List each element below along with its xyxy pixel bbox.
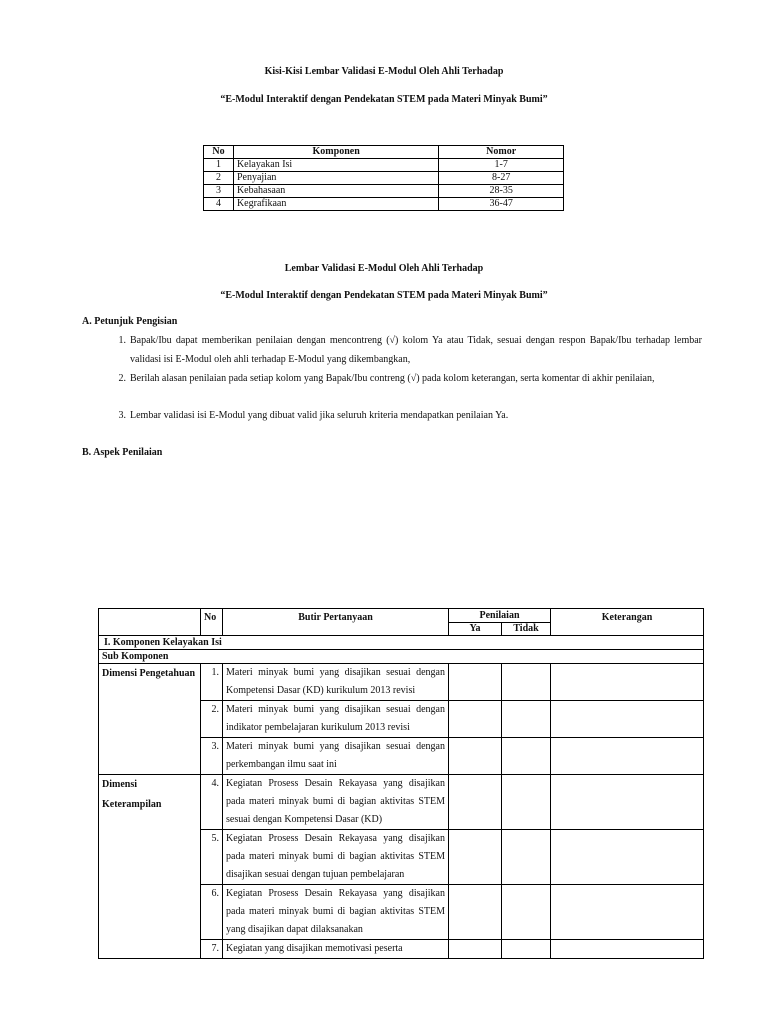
row-nomor: 8-27 bbox=[439, 172, 564, 185]
item-number: 1. bbox=[201, 664, 223, 701]
col-butir-header: Butir Pertanyaan bbox=[223, 609, 449, 636]
list-item bbox=[114, 406, 702, 425]
row-komponen: Kebahasaan bbox=[233, 185, 438, 198]
section-a-heading: A. Petunjuk Pengisian bbox=[82, 316, 178, 327]
keterangan-cell[interactable] bbox=[551, 738, 704, 775]
col-no-header: No bbox=[201, 609, 223, 636]
col-tidak-header: Tidak bbox=[502, 623, 551, 636]
col-nomor-header: Nomor bbox=[439, 146, 564, 159]
row-komponen: Penyajian bbox=[233, 172, 438, 185]
item-text: Materi minyak bumi yang disajikan sesuai dengan perkembangan ilmu saat ini bbox=[223, 738, 449, 775]
row-no: 4 bbox=[204, 198, 234, 211]
col-no-header: No bbox=[204, 146, 234, 159]
list-item-number: 2. bbox=[118, 373, 126, 384]
item-text: Kegiatan Prosess Desain Rekayasa yang disajikan pada materi minyak bumi di bagian aktivitas STEM disajikan sesuai dengan tujuan pembelajaran bbox=[223, 830, 449, 885]
ya-cell[interactable] bbox=[449, 885, 502, 940]
ya-cell[interactable] bbox=[449, 940, 502, 959]
col-penilaian-header: Penilaian bbox=[449, 609, 551, 623]
row-komponen: Kegrafikaan bbox=[233, 198, 438, 211]
item-text: Kegiatan Prosess Desain Rekayasa yang disajikan pada materi minyak bumi di bagian aktivitas STEM sesuai dengan Kompetensi Dasar (KD) bbox=[223, 775, 449, 830]
table-row bbox=[99, 664, 704, 701]
ya-cell[interactable] bbox=[449, 775, 502, 830]
kisi-header-row bbox=[204, 146, 564, 159]
lembar-title: Lembar Validasi E-Modul Oleh Ahli Terhadap bbox=[284, 263, 484, 274]
list-item bbox=[114, 369, 702, 388]
ya-cell[interactable] bbox=[449, 701, 502, 738]
item-number: 5. bbox=[201, 830, 223, 885]
row-komponen: Kelayakan Isi bbox=[233, 159, 438, 172]
col-komponen-header: Komponen bbox=[233, 146, 438, 159]
row-no: 3 bbox=[204, 185, 234, 198]
item-number: 7. bbox=[201, 940, 223, 959]
tidak-cell[interactable] bbox=[502, 885, 551, 940]
component-title: I. Komponen Kelayakan Isi bbox=[99, 636, 704, 650]
tidak-cell[interactable] bbox=[502, 775, 551, 830]
dimension-label: Dimensi Keterampilan bbox=[99, 775, 201, 959]
table-row bbox=[204, 198, 564, 211]
ya-cell[interactable] bbox=[449, 738, 502, 775]
list-item-text: Bapak/Ibu dapat memberikan penilaian dengan mencontreng (√) kolom Ya atau Tidak, sesuai dengan respon Bapak/Ibu terhadap lembar validasi isi E-Modul oleh ahli terhadap E-Modul yang dikembangkan, bbox=[130, 335, 702, 365]
tidak-cell[interactable] bbox=[502, 940, 551, 959]
list-item bbox=[114, 331, 702, 369]
sub-komponen-row bbox=[99, 650, 704, 664]
keterangan-cell[interactable] bbox=[551, 940, 704, 959]
list-item-text: Berilah alasan penilaian pada setiap kolom yang Bapak/Ibu contreng (√) pada kolom keterangan, serta komentar di akhir penilaian, bbox=[130, 373, 655, 384]
row-nomor: 1-7 bbox=[439, 159, 564, 172]
blank-header bbox=[99, 609, 201, 636]
item-text: Materi minyak bumi yang disajikan sesuai dengan indikator pembelajaran kurikulum 2013 revisi bbox=[223, 701, 449, 738]
item-number: 4. bbox=[201, 775, 223, 830]
table-row bbox=[99, 775, 704, 830]
item-text: Materi minyak bumi yang disajikan sesuai dengan Kompetensi Dasar (KD) kurikulum 2013 revisi bbox=[223, 664, 449, 701]
dimension-label: Dimensi Pengetahuan bbox=[99, 664, 201, 775]
aspek-table bbox=[98, 608, 704, 959]
kisi-table bbox=[203, 145, 564, 211]
tidak-cell[interactable] bbox=[502, 701, 551, 738]
list-item-number: 3. bbox=[118, 410, 126, 421]
kisi-subtitle: “E-Modul Interaktif dengan Pendekatan STEM pada Materi Minyak Bumi” bbox=[220, 94, 548, 105]
table-row bbox=[204, 185, 564, 198]
kisi-title: Kisi-Kisi Lembar Validasi E-Modul Oleh Ahli Terhadap bbox=[264, 66, 504, 77]
keterangan-cell[interactable] bbox=[551, 830, 704, 885]
col-ya-header: Ya bbox=[449, 623, 502, 636]
row-nomor: 36-47 bbox=[439, 198, 564, 211]
section-b-heading: B. Aspek Penilaian bbox=[82, 447, 163, 458]
ya-cell[interactable] bbox=[449, 830, 502, 885]
keterangan-cell[interactable] bbox=[551, 885, 704, 940]
item-text: Kegiatan Prosess Desain Rekayasa yang disajikan pada materi minyak bumi di bagian aktivitas STEM yang disajikan dapat dilaksanakan bbox=[223, 885, 449, 940]
keterangan-cell[interactable] bbox=[551, 775, 704, 830]
keterangan-cell[interactable] bbox=[551, 664, 704, 701]
table-row bbox=[204, 159, 564, 172]
list-item-number: 1. bbox=[118, 335, 126, 346]
item-number: 3. bbox=[201, 738, 223, 775]
row-no: 2 bbox=[204, 172, 234, 185]
sub-komponen-label: Sub Komponen bbox=[99, 650, 704, 664]
keterangan-cell[interactable] bbox=[551, 701, 704, 738]
item-number: 6. bbox=[201, 885, 223, 940]
ya-cell[interactable] bbox=[449, 664, 502, 701]
tidak-cell[interactable] bbox=[502, 664, 551, 701]
lembar-subtitle: “E-Modul Interaktif dengan Pendekatan STEM pada Materi Minyak Bumi” bbox=[220, 290, 548, 301]
row-no: 1 bbox=[204, 159, 234, 172]
item-number: 2. bbox=[201, 701, 223, 738]
tidak-cell[interactable] bbox=[502, 738, 551, 775]
item-text: Kegiatan yang disajikan memotivasi peserta bbox=[223, 940, 449, 959]
list-item-text: Lembar validasi isi E-Modul yang dibuat valid jika seluruh kriteria mendapatkan penilaian Ya. bbox=[130, 410, 509, 421]
row-nomor: 28-35 bbox=[439, 185, 564, 198]
tidak-cell[interactable] bbox=[502, 830, 551, 885]
component-row bbox=[99, 636, 704, 650]
aspek-header-row bbox=[99, 609, 704, 623]
col-keterangan-header: Keterangan bbox=[551, 609, 704, 636]
table-row bbox=[204, 172, 564, 185]
